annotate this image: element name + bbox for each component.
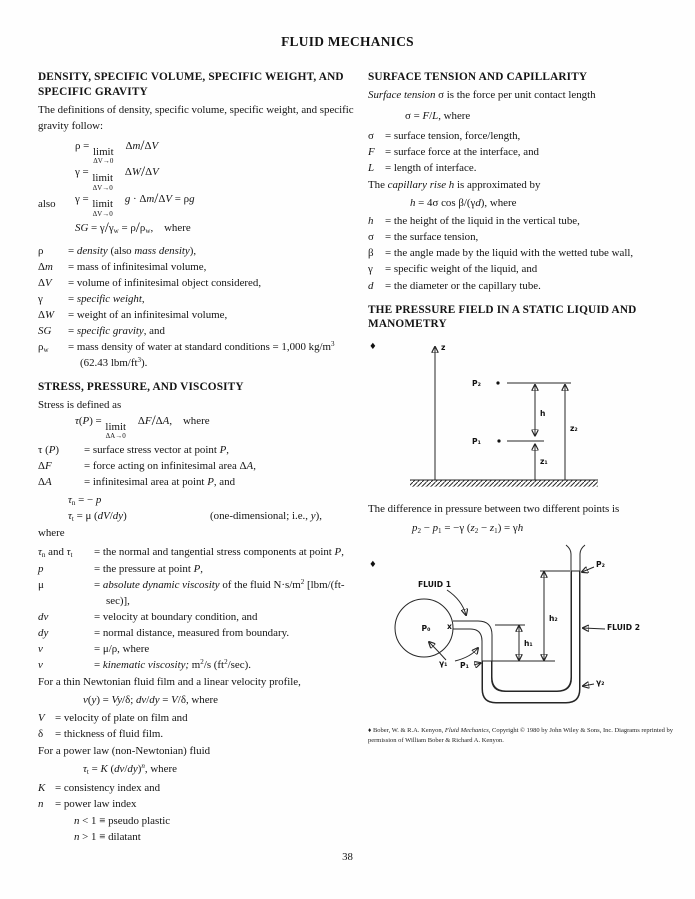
equation-gamma: γ = limit ΔV→0 ΔW/ΔV: [75, 164, 159, 192]
p2-label: P₂: [472, 379, 481, 389]
def-term: δ: [38, 728, 44, 741]
def-text: = power law index: [55, 798, 137, 811]
heading-pressure-field: THE PRESSURE FIELD IN A STATIC LIQUID AND MANOMETRY: [368, 303, 637, 331]
p1-arrow: [474, 663, 481, 665]
density-intro: The definitions of density, specific volume, specific weight, and specific gravity follow:: [38, 103, 354, 132]
def-text: = surface tension, force/length,: [385, 130, 521, 143]
z-axis-label: z: [441, 343, 446, 353]
gamma2-label: γ₂: [596, 678, 605, 688]
def-term: ΔF: [38, 460, 52, 473]
equation-tau: [75, 415, 362, 440]
def-text: = normal distance, measured from boundary.: [94, 626, 290, 639]
power-law-para: For a power law (non-Newtonian) fluid: [38, 745, 211, 758]
def-term: ΔV: [38, 276, 52, 289]
heading-stress: STRESS, PRESSURE, AND VISCOSITY: [38, 381, 244, 394]
surface-intro: Surface tension σ is the force per unit contact length: [368, 88, 596, 101]
def-text: = specific weight,: [68, 293, 145, 306]
equation-tau-t-note: (one-dimensional; i.e., y),: [210, 510, 322, 523]
fluid1-label: FLUID 1: [418, 580, 451, 590]
def-term: d: [368, 279, 374, 292]
def-term: ρ: [38, 244, 44, 257]
def-term: L: [368, 162, 375, 175]
def-term: ν: [38, 642, 43, 655]
def-text: = force acting on infinitesimal area ΔA,: [84, 460, 256, 473]
fluid2-hatch: [483, 571, 580, 703]
def-text: = μ/ρ, where: [94, 642, 150, 655]
newtonian-para: For a thin Newtonian fluid film and a linear velocity profile,: [38, 675, 301, 688]
left-column: [38, 70, 362, 846]
def-text: = surface force at the interface, and: [385, 146, 539, 159]
surface-definitions-b: [368, 213, 692, 293]
def-text: = weight of an infinitesimal volume,: [68, 309, 228, 322]
p2-arrow: [582, 567, 594, 572]
gamma1-arrow-circle: [429, 642, 446, 660]
def-term: F: [368, 146, 375, 159]
pressure-difference-para: The difference in pressure between two different points is: [368, 503, 620, 516]
equation-rho: ρ = limit ΔV→0 Δm/ΔV: [75, 137, 159, 166]
heading-density: DENSITY, SPECIFIC VOLUME, SPECIFIC WEIGHT, AND SPECIFIC GRAVITY: [38, 71, 344, 98]
equation-capillary: h = 4σ cos β/(γd), where: [410, 197, 517, 210]
def-term: β: [368, 247, 374, 260]
def-text: = the surface tension,: [385, 231, 479, 244]
equation-tau-n: τn = − p: [68, 493, 102, 507]
def-text: = velocity at boundary condition, and: [94, 610, 258, 623]
equation-power-law: τt = K $(dv/dy)^n$, where: [83, 762, 177, 777]
density-definitions: [38, 243, 362, 371]
def-text: = the height of the liquid in the vertical tube,: [385, 215, 580, 228]
gamma1-label: γ₁: [439, 659, 448, 669]
fluid1-arrow: [447, 590, 466, 615]
z2-label: z₂: [570, 424, 578, 434]
def-text: = mass of infinitesimal volume,: [68, 260, 207, 273]
def-text: = consistency index and: [55, 782, 161, 794]
h-label: h: [540, 409, 546, 419]
surface-definitions-a: [368, 128, 692, 176]
def-text: = specific gravity, and: [68, 325, 165, 338]
def-term: n: [38, 798, 44, 811]
p2-point: [496, 382, 499, 385]
def-term: dy: [38, 626, 49, 639]
h2-label: h₂: [549, 614, 558, 624]
where-label: where: [38, 527, 65, 540]
h1-label: h₁: [524, 639, 533, 649]
equation-pressure-difference: p2 − p1 = −γ (z2 − z1) = γh: [412, 522, 524, 536]
equation-sg: SG = γ/γw = ρ/ρw, where: [75, 219, 191, 236]
def-term: V: [38, 711, 45, 724]
stress-definitions-a: [38, 442, 362, 490]
density-equations: [38, 137, 362, 239]
def-text: = absolute dynamic viscosity of the fluid $N\cdot s/m^2$ [lbm/(ft-sec)],: [94, 577, 345, 607]
def-term: p: [38, 562, 44, 575]
ground-hatch: [410, 481, 598, 488]
def-text: = the normal and tangential stress components at point P,: [94, 546, 344, 559]
gamma2-arrow: [583, 684, 594, 686]
def-text: = length of interface.: [385, 162, 477, 175]
def-text: = the diameter or the capillary tube.: [385, 279, 541, 292]
def-term: Δm: [38, 260, 53, 273]
right-column: [368, 70, 692, 746]
def-text: = surface stress vector at point P,: [84, 444, 229, 457]
equation-label-also: also: [38, 198, 56, 211]
def-term: γ: [38, 293, 43, 306]
page-number: 38: [342, 851, 353, 863]
equation-gamma-g: γ = limit ΔV→0 g · Δm/ΔV = ρg: [75, 190, 195, 218]
def-term: τ (P): [38, 444, 60, 457]
figure-bullet: ♦: [369, 342, 377, 353]
page-title: FLUID MECHANICS: [281, 34, 414, 49]
capillary-para: The capillary rise h is approximated by: [368, 179, 541, 192]
x-label: x: [447, 622, 452, 632]
equation-row: [38, 137, 362, 166]
equation-tau-body: τ(P) = limit ΔA→0 ΔF/ΔA, where: [75, 413, 210, 441]
def-term: K: [38, 782, 46, 794]
fluid2-label: FLUID 2: [607, 623, 640, 633]
equation-tau-t-row: [68, 509, 362, 525]
def-text: = the angle made by the liquid with the wetted tube wall,: [385, 247, 634, 260]
def-text: = specific weight of the liquid, and: [385, 263, 538, 276]
tube-outer-wall: [453, 545, 585, 703]
def-term: SG: [38, 325, 52, 338]
gamma1-arrow-tube: [455, 648, 478, 661]
def-text: = velocity of plate on film and: [55, 711, 188, 724]
figure-bullet: ♦: [369, 560, 377, 571]
def-term: h: [368, 215, 374, 228]
stress-definitions-b: [38, 544, 362, 673]
p1-label: P₁: [460, 661, 469, 671]
def-text: = kinematic viscosity; $m^2/s$ $(ft^2/\sec)$.: [94, 657, 251, 671]
equation-row: [38, 190, 362, 218]
def-text: = the pressure at point P,: [94, 562, 203, 575]
def-text: = density (also mass density),: [68, 244, 197, 257]
equation-row: [38, 166, 362, 191]
stress-definitions-d: [38, 780, 362, 812]
def-term: μ: [38, 578, 44, 591]
def-term: ΔA: [38, 476, 52, 489]
def-term: γ: [368, 263, 373, 276]
figure-static-liquid: [368, 338, 692, 500]
def-text: = infinitesimal area at point P, and: [84, 476, 236, 489]
fluid2-arrow: [583, 628, 605, 629]
z1-label: z₁: [540, 457, 548, 467]
def-term: ν: [38, 658, 43, 671]
def-term: dv: [38, 610, 49, 623]
dilatant-line: n > 1 ≡ dilatant: [74, 830, 141, 843]
pseudo-plastic-line: n < 1 ≡ pseudo plastic: [74, 815, 171, 828]
equation-sigma: σ = F/L, where: [405, 109, 471, 122]
p1-label: P₁: [472, 437, 481, 447]
p1-point: [497, 440, 500, 443]
stress-intro: Stress is defined as: [38, 399, 122, 412]
equation-velocity-profile: v(y) = Vy/δ; dv/dy = V/δ, where: [83, 693, 219, 706]
stress-definitions-c: [38, 710, 362, 742]
p2-label: P₂: [596, 560, 605, 570]
def-text: = mass density of water at standard conditions = 1,000 $kg/m^3$ (62.43 lbm/$ft^3$).: [68, 340, 335, 370]
figure-manometer: [368, 541, 692, 721]
def-term: ρw: [38, 341, 49, 355]
def-term: τn and τt: [38, 546, 73, 560]
def-term: ΔW: [38, 309, 55, 322]
equation-tau-t: τt = μ (dV/dy): [68, 510, 127, 524]
p0-label: P₀: [421, 624, 431, 634]
def-term: σ: [368, 130, 374, 143]
def-text: = volume of infinitesimal object considered,: [68, 276, 262, 289]
equation-row: [38, 219, 362, 239]
figure-footnote: ♦ Bober, W. & R.A. Kenyon, Fluid Mechanics, Copyright © 1980 by John Wiley & Sons, Inc. Diagrams reprinted by permission of William Bober & Richard A. Kenyon.: [368, 727, 673, 745]
def-term: σ: [368, 231, 374, 244]
heading-surface-tension: SURFACE TENSION AND CAPILLARITY: [368, 71, 588, 83]
def-text: = thickness of fluid film.: [55, 728, 164, 741]
